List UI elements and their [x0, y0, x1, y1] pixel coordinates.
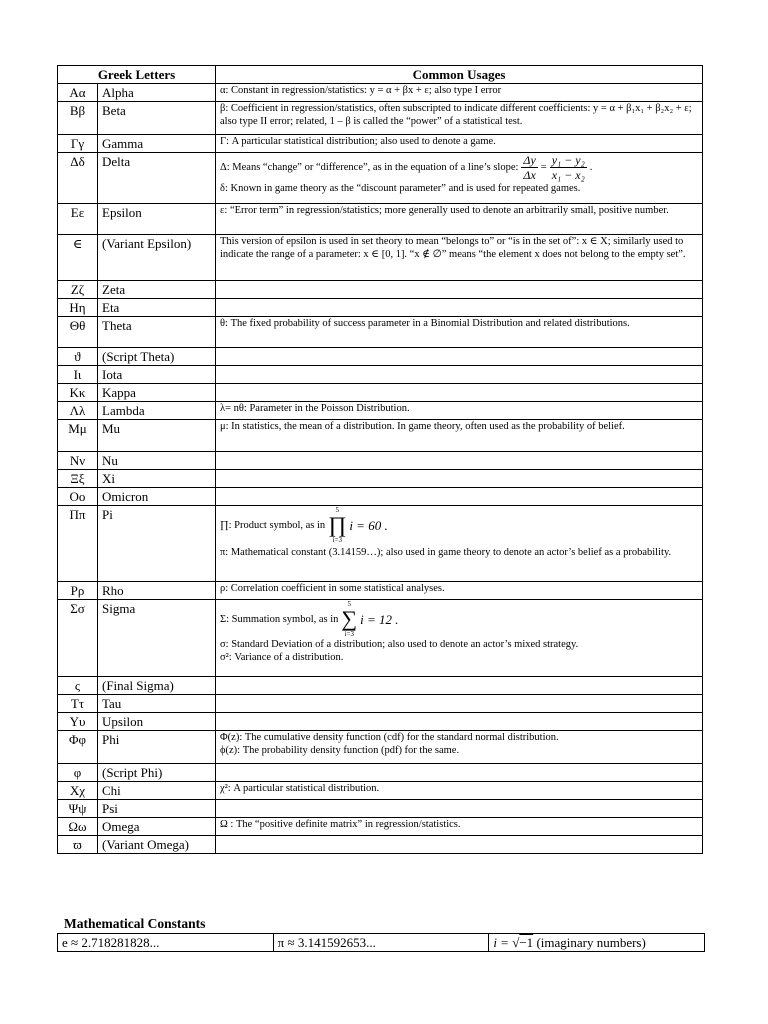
greek-symbol: Δδ: [58, 153, 98, 204]
greek-name: Kappa: [98, 384, 216, 402]
usage-cell: [216, 506, 703, 582]
greek-name: Zeta: [98, 281, 216, 299]
usage-text: Φ(z): The cumulative density function (cdf) for the standard normal distribution.: [220, 732, 559, 743]
usage-text: β: Coefficient in regression/statistics, often subscripted to indicate different coefficients: y = α + β₁x₁ + β₂x₂ + ε; also type II error; related, 1 – β is called the “power” of a statistical test.: [220, 103, 692, 127]
usage-cell: [216, 782, 703, 800]
greek-name: Nu: [98, 452, 216, 470]
greek-symbol: ∈: [58, 235, 98, 281]
greek-symbol: Ιι: [58, 366, 98, 384]
table-row: [58, 402, 703, 420]
summation-operator: [341, 600, 357, 638]
table-row: [58, 452, 703, 470]
greek-name: Epsilon: [98, 204, 216, 235]
usage-text: σ²: Variance of a distribution.: [220, 652, 344, 663]
usage-text: ϕ(z): The probability density function (pdf) for the same.: [220, 745, 460, 756]
greek-symbol: Χχ: [58, 782, 98, 800]
usage-text: This version of epsilon is used in set theory to mean “belongs to” or “is in the set of”: x ∈ X; similarly used to indicate the range of a parameter: x ∈ [0, 1]. “x ∉ ∅” means “the element x does not belong to the empty set”.: [220, 236, 686, 260]
usage-text: π: Mathematical constant (3.14159…); also used in game theory to denote an actor’s belief as a probability.: [220, 547, 672, 558]
constant-i-prefix: i = √: [493, 935, 520, 950]
product-operator-upper: 5: [335, 506, 339, 514]
greek-symbol: ϑ: [58, 348, 98, 366]
greek-symbol: Λλ: [58, 402, 98, 420]
greek-symbol: Ππ: [58, 506, 98, 582]
greek-symbol: Ψψ: [58, 800, 98, 818]
constants-table: [57, 933, 705, 952]
slope-formula: [220, 153, 698, 182]
constant-i: [489, 934, 705, 952]
summation-formula: [220, 600, 698, 638]
greek-letters-table: [57, 65, 703, 854]
table-row: [58, 384, 703, 402]
product-operator-lower: i=3: [332, 536, 342, 544]
greek-name: Gamma: [98, 135, 216, 153]
usage-cell: [216, 452, 703, 470]
usage-text: σ: Standard Deviation of a distribution; also used to denote an actor’s mixed strategy.: [220, 639, 579, 650]
table-row: [58, 348, 703, 366]
usage-text: δ: Known in game theory as the “discount parameter” and is used for repeated games.: [220, 183, 581, 194]
summation-expression: i = 12 .: [360, 611, 399, 627]
greek-name: Omega: [98, 818, 216, 836]
table-row: [58, 102, 703, 135]
usage-text: Δ: Means “change” or “difference”, as in the equation of a line’s slope:: [220, 162, 519, 173]
greek-name: Iota: [98, 366, 216, 384]
greek-name: Omicron: [98, 488, 216, 506]
table-row: [58, 713, 703, 731]
usage-text: Γ: A particular statistical distribution; also used to denote a game.: [220, 136, 496, 147]
usage-cell: [216, 695, 703, 713]
summation-operator-symbol: ∑: [341, 606, 358, 631]
greek-symbol: Ξξ: [58, 470, 98, 488]
usage-cell: [216, 836, 703, 854]
usage-cell: [216, 420, 703, 452]
greek-name: Xi: [98, 470, 216, 488]
table-row: [58, 600, 703, 677]
table-row: [58, 135, 703, 153]
usage-cell: [216, 818, 703, 836]
usage-cell: [216, 800, 703, 818]
greek-symbol: Κκ: [58, 384, 98, 402]
table-row: [58, 281, 703, 299]
table-row: [58, 470, 703, 488]
usage-cell: [216, 153, 703, 204]
greek-symbol: Σσ: [58, 600, 98, 677]
header-common-usages: Common Usages: [216, 66, 703, 84]
constant-i-suffix: (imaginary numbers): [533, 935, 646, 950]
greek-symbol: ς: [58, 677, 98, 695]
greek-name: Delta: [98, 153, 216, 204]
greek-symbol: Μμ: [58, 420, 98, 452]
table-row: [58, 299, 703, 317]
slope-delta-fraction-numerator: Δy: [523, 153, 536, 167]
greek-symbol: Ζζ: [58, 281, 98, 299]
usage-text: Ω : The “positive definite matrix” in regression/statistics.: [220, 819, 461, 830]
greek-name: (Variant Epsilon): [98, 235, 216, 281]
usage-text: ∏: Product symbol, as in: [220, 519, 326, 531]
greek-name: Psi: [98, 800, 216, 818]
usage-cell: [216, 677, 703, 695]
usage-cell: [216, 470, 703, 488]
usage-cell: [216, 281, 703, 299]
summation-operator-upper: 5: [347, 600, 352, 608]
usage-cell: [216, 402, 703, 420]
usage-cell: [216, 731, 703, 764]
greek-symbol: Οο: [58, 488, 98, 506]
usage-cell: [216, 384, 703, 402]
greek-symbol: Υυ: [58, 713, 98, 731]
greek-name: Upsilon: [98, 713, 216, 731]
table-row: [58, 317, 703, 348]
header-greek-letters: Greek Letters: [58, 66, 216, 84]
constant-e: e ≈ 2.718281828...: [58, 934, 274, 952]
greek-name: Chi: [98, 782, 216, 800]
usage-cell: [216, 135, 703, 153]
greek-name: Eta: [98, 299, 216, 317]
usage-cell: [216, 235, 703, 281]
greek-symbol: Ττ: [58, 695, 98, 713]
greek-name: (Final Sigma): [98, 677, 216, 695]
greek-name: (Script Phi): [98, 764, 216, 782]
usage-text: θ: The fixed probability of success parameter in a Binomial Distribution and related distributions.: [220, 318, 630, 329]
slope-period: .: [589, 162, 593, 173]
greek-name: Sigma: [98, 600, 216, 677]
usage-cell: [216, 299, 703, 317]
greek-symbol: Γγ: [58, 135, 98, 153]
greek-symbol: Νν: [58, 452, 98, 470]
table-row: [58, 153, 703, 204]
table-row: [58, 818, 703, 836]
usage-cell: [216, 84, 703, 102]
table-row: [58, 677, 703, 695]
table-row: [58, 420, 703, 452]
greek-name: Phi: [98, 731, 216, 764]
greek-name: Pi: [98, 506, 216, 582]
table-row: [58, 800, 703, 818]
greek-name: Lambda: [98, 402, 216, 420]
greek-name: (Variant Omega): [98, 836, 216, 854]
table-row: [58, 488, 703, 506]
usage-cell: [216, 102, 703, 135]
greek-name: Beta: [98, 102, 216, 135]
greek-symbol: φ: [58, 764, 98, 782]
greek-symbol: Ωω: [58, 818, 98, 836]
slope-points-fraction: [550, 153, 587, 182]
usage-text: χ²: A particular statistical distribution.: [220, 783, 380, 794]
product-expression: i = 60 .: [349, 517, 388, 533]
usage-cell: [216, 348, 703, 366]
usage-cell: [216, 600, 703, 677]
usage-text: μ: In statistics, the mean of a distribution. In game theory, often used as the probability of belief.: [220, 421, 625, 432]
usage-text: λ= nθ: Parameter in the Poisson Distribution.: [220, 403, 410, 414]
usage-cell: [216, 366, 703, 384]
greek-name: Mu: [98, 420, 216, 452]
table-row: [58, 782, 703, 800]
table-row: [58, 366, 703, 384]
greek-symbol: Φφ: [58, 731, 98, 764]
usage-text: ρ: Correlation coefficient in some statistical analyses.: [220, 583, 445, 594]
greek-symbol: Θθ: [58, 317, 98, 348]
product-operator-symbol: ∏: [328, 512, 347, 537]
slope-delta-fraction: [521, 153, 537, 182]
greek-symbol: Ββ: [58, 102, 98, 135]
greek-name: (Script Theta): [98, 348, 216, 366]
table-row: [58, 764, 703, 782]
usage-cell: [216, 488, 703, 506]
greek-symbol: Ηη: [58, 299, 98, 317]
usage-text: ε: “Error term” in regression/statistics; more generally used to denote an arbitrarily small, positive number.: [220, 205, 669, 216]
slope-points-fraction-numerator: y₁ − y₂: [551, 153, 585, 167]
table-row: [58, 836, 703, 854]
usage-cell: [216, 317, 703, 348]
usage-text: Σ: Summation symbol, as in: [220, 613, 339, 625]
greek-name: Alpha: [98, 84, 216, 102]
usage-cell: [216, 582, 703, 600]
greek-name: Rho: [98, 582, 216, 600]
table-row: [58, 731, 703, 764]
product-formula: [220, 506, 698, 544]
usage-text: α: Constant in regression/statistics: y = α + βx + ε; also type I error: [220, 85, 502, 96]
constants-heading: Mathematical Constants: [64, 916, 206, 931]
table-row: [58, 506, 703, 582]
slope-points-fraction-denominator: x₁ − x₂: [551, 168, 585, 182]
table-row: [58, 695, 703, 713]
slope-equals: =: [540, 162, 547, 173]
greek-name: Tau: [98, 695, 216, 713]
product-operator: [328, 506, 346, 544]
constant-pi: π ≈ 3.141592653...: [273, 934, 489, 952]
slope-delta-fraction-denominator: Δx: [523, 168, 536, 182]
summation-operator-lower: i=3: [344, 630, 354, 638]
greek-symbol: ϖ: [58, 836, 98, 854]
table-row: [58, 84, 703, 102]
greek-symbol: Ρρ: [58, 582, 98, 600]
table-row: [58, 235, 703, 281]
table-row: [58, 582, 703, 600]
usage-cell: [216, 764, 703, 782]
greek-symbol: Αα: [58, 84, 98, 102]
constant-i-radicand: −1: [519, 935, 534, 950]
greek-name: Theta: [98, 317, 216, 348]
usage-cell: [216, 713, 703, 731]
greek-symbol: Εε: [58, 204, 98, 235]
usage-cell: [216, 204, 703, 235]
table-row: [58, 204, 703, 235]
